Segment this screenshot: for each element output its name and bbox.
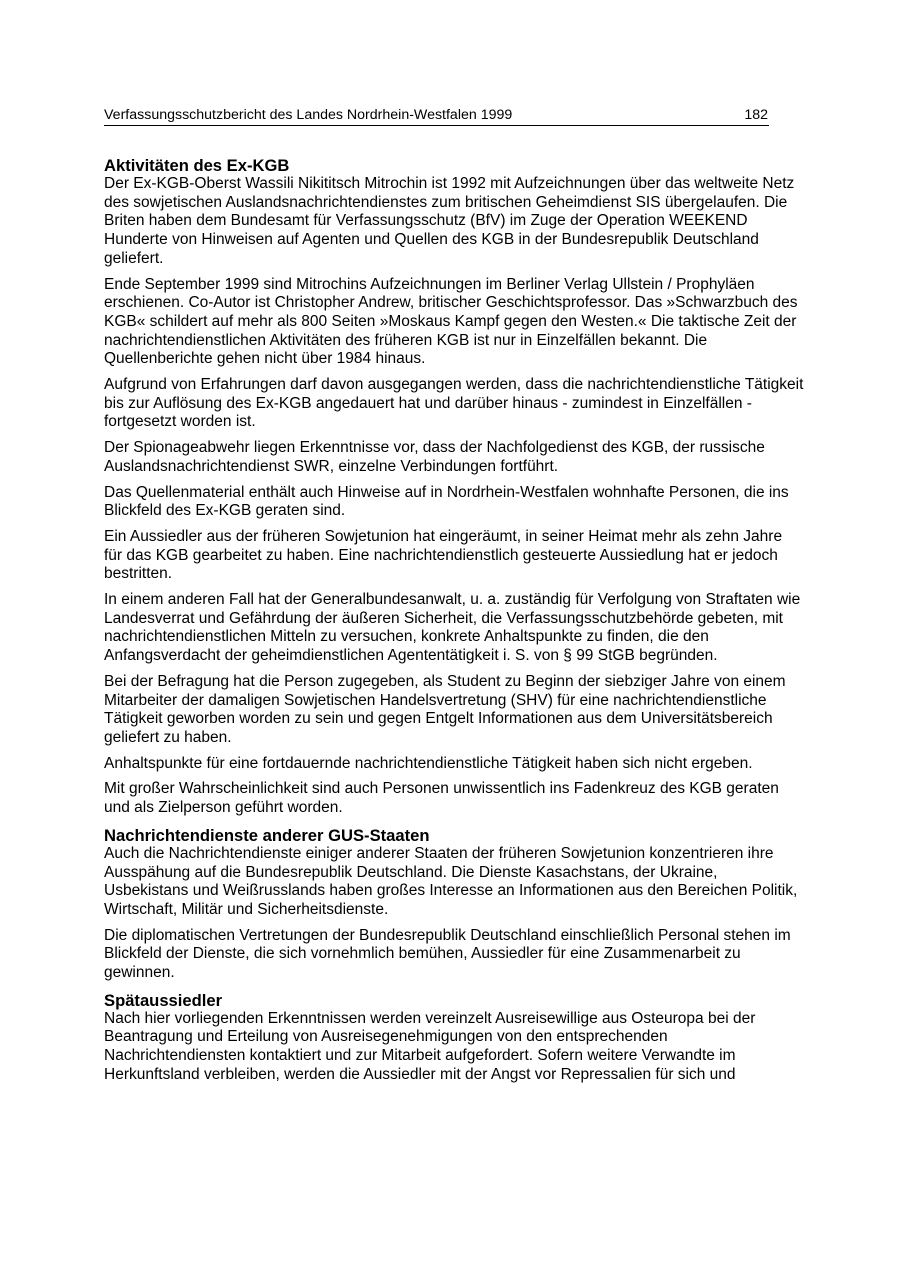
page-header [104,107,769,126]
paragraph: Mit großer Wahrscheinlichkeit sind auch Personen unwissentlich ins Fadenkreuz des KGB geraten und als Zielperson geführt worden. [104,780,779,817]
paragraph: Der Ex-KGB-Oberst Wassili Nikititsch Mitrochin ist 1992 mit Aufzeichnungen über das weltweite Netz des sowjetischen Auslandsnachrichtendienstes zum britischen Geheimdienst SIS übergelaufen. Die Briten haben dem Bundesamt für Verfassungsschutz (BfV) im Zuge der Operation WEEKEND Hunderte von Hinweisen auf Agenten und Quellen des KGB in der Bundesrepublik Deutschland geliefert. [104,175,795,267]
paragraph: Anhaltspunkte für eine fortdauernde nachrichtendienstliche Tätigkeit haben sich nicht ergeben. [104,754,753,772]
paragraph: Die diplomatischen Vertretungen der Bundesrepublik Deutschland einschließlich Personal stehen im Blickfeld der Dienste, die sich vornehmlich bemühen, Aussiedler für eine Zusammenarbeit zu gewinnen. [104,926,791,982]
paragraph: Auch die Nachrichtendienste einiger anderer Staaten der früheren Sowjetunion konzentrieren ihre Ausspähung auf die Bundesrepublik Deutschland. Die Dienste Kasachstans, der Ukraine, Usbekistans und Weißrusslands haben großes Interesse an Informationen aus den Bereichen Politik, Wirtschaft, Militär und Sicherheitsdienste. [104,844,798,918]
paragraph: Der Spionageabwehr liegen Erkenntnisse vor, dass der Nachfolgedienst des KGB, der russische Auslandsnachrichtendienst SWR, einzelne Verbindungen fortführt. [104,439,765,475]
document-body [104,156,804,1092]
paragraph: Nach hier vorliegenden Erkenntnissen werden vereinzelt Ausreisewillige aus Osteuropa bei der Beantragung und Erteilung von Ausreisegenehmigungen von den entsprechenden Nachrichtendiensten kontaktiert und zur Mitarbeit aufgefordert. Sofern weitere Verwandte im Herkunftsland verbleiben, werden die Aussiedler mit der Angst vor Repressalien für sich und [104,1009,756,1083]
paragraph: Ein Aussiedler aus der früheren Sowjetunion hat eingeräumt, in seiner Heimat mehr als zehn Jahre für das KGB gearbeitet zu haben. Eine nachrichtendienstlich gesteuerte Aussiedlung hat er jedoch bestritten. [104,527,783,583]
section-heading-gus-staaten: Nachrichtendienste anderer GUS-Staaten [104,825,430,845]
paragraph: Aufgrund von Erfahrungen darf davon ausgegangen werden, dass die nachrichtendienstliche Tätigkeit bis zur Auflösung des Ex-KGB angedauert hat und darüber hinaus - zumindest in Einzelfällen - fortgesetzt worden ist. [104,376,804,431]
header-title: Verfassungsschutzbericht des Landes Nordrhein-Westfalen 1999 [104,107,513,123]
page-number: 182 [744,107,768,123]
paragraph: Das Quellenmaterial enthält auch Hinweise auf in Nordrhein-Westfalen wohnhafte Personen, die ins Blickfeld des Ex-KGB geraten sind. [104,483,789,520]
section-heading-ex-kgb: Aktivitäten des Ex-KGB [104,156,290,175]
section-heading-spaetaussiedler: Spätaussiedler [104,990,223,1010]
paragraph: Bei der Befragung hat die Person zugegeben, als Student zu Beginn der siebziger Jahre von einem Mitarbeiter der damaligen Sowjetischen Handelsvertretung (SHV) für eine nachrichtendienstliche Tätigkeit geworben worden zu sein und gegen Entgelt Informationen aus dem Universitätsbereich geliefert zu haben. [104,672,786,746]
paragraph: In einem anderen Fall hat der Generalbundesanwalt, u. a. zuständig für Verfolgung von Straftaten wie Landesverrat und Gefährdung der äußeren Sicherheit, die Verfassungsschutzbehörde gebeten, mit nachrichtendienstlichen Mitteln zu versuchen, konkrete Anhaltspunkte zu finden, die den Anfangsverdacht der geheimdienstlichen Agententätigkeit i. S. von § 99 StGB begründen. [104,591,801,665]
paragraph: Ende September 1999 sind Mitrochins Aufzeichnungen im Berliner Verlag Ullstein / Prophyläen erschienen. Co-Autor ist Christopher Andrew, britischer Geschichtsprofessor. Das »Schwarzbuch des KGB« schildert auf mehr als 800 Seiten »Moskaus Kampf gegen den Westen.« Die taktische Zeit der nachrichtendienstlichen Aktivitäten des früheren KGB ist nur in Einzelfällen bekannt. Die Quellenberichte gehen nicht über 1984 hinaus. [104,275,798,368]
